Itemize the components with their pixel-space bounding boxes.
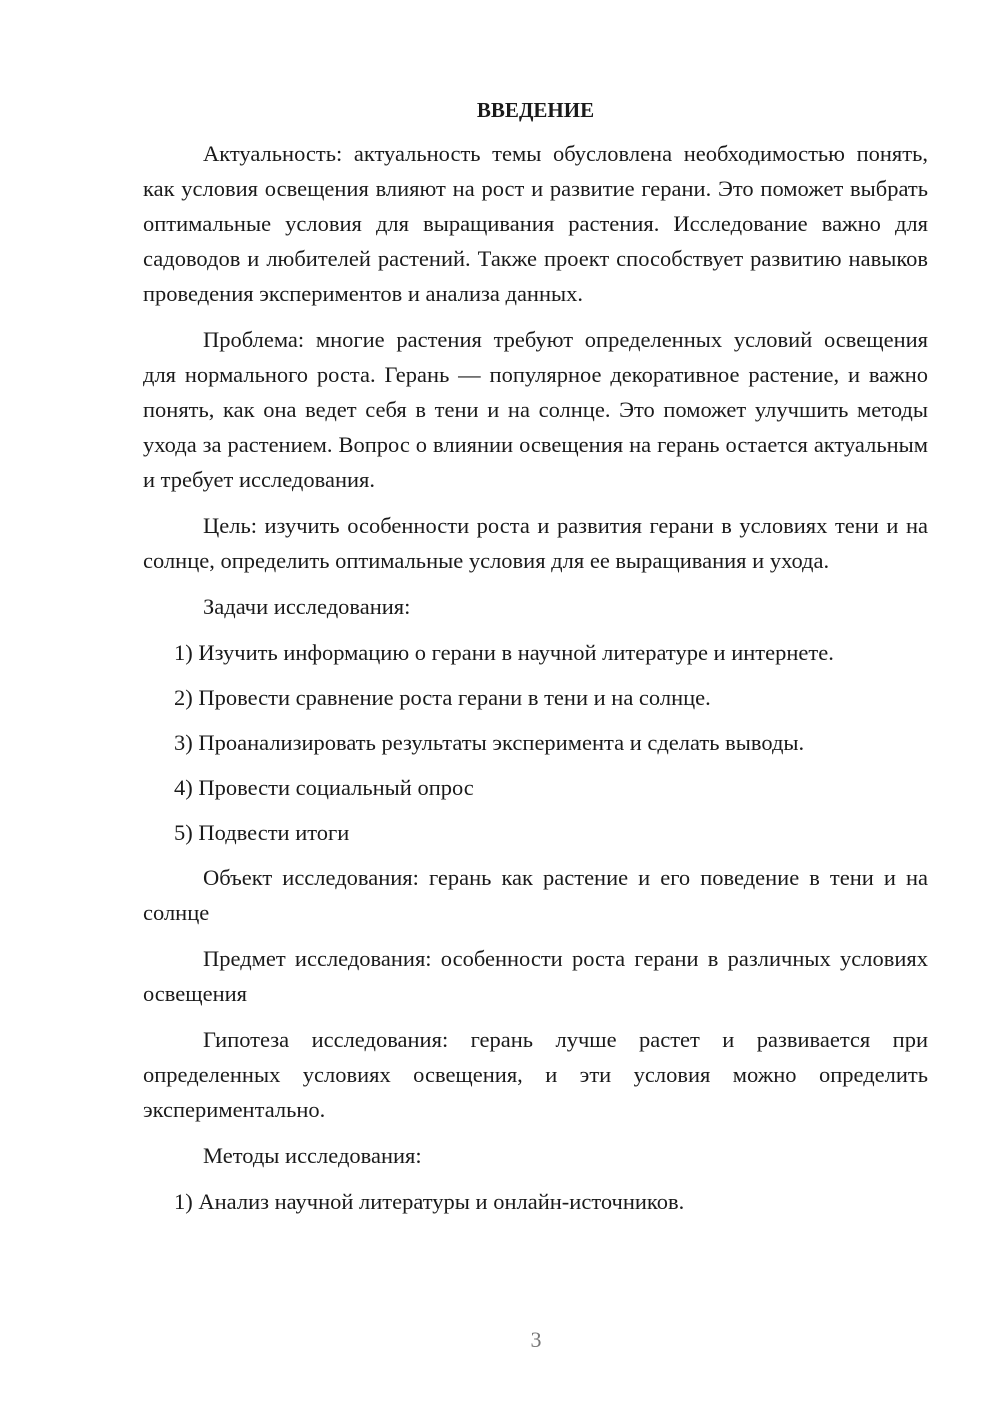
object-paragraph: Объект исследования: герань как растение и его поведение в тени и на солнце xyxy=(143,865,928,925)
subject-paragraph: Предмет исследования: особенности роста герани в различных условиях освещения xyxy=(143,946,928,1006)
list-item: 1) Анализ научной литературы и онлайн-источников. xyxy=(174,1189,685,1214)
goal-paragraph: Цель: изучить особенности роста и развития герани в условиях тени и на солнце, определить оптимальные условия для ее выращивания и ухода. xyxy=(143,513,928,573)
tasks-label: Задачи исследования: xyxy=(203,594,411,619)
list-item: 4) Провести социальный опрос xyxy=(174,775,474,800)
page-number: 3 xyxy=(530,1327,542,1352)
methods-label: Методы исследования: xyxy=(203,1143,422,1168)
methods-list xyxy=(143,1184,928,1219)
list-item: 1) Изучить информацию о герани в научной литературе и интернете. xyxy=(174,640,834,665)
relevance-paragraph: Актуальность: актуальность темы обусловлена необходимостью понять, как условия освещения влияют на рост и развитие герани. Это поможет выбрать оптимальные условия для выращивания растения. Исследование важно для садоводов и любителей растений. Также проект способствует развитию навыков проведения экспериментов и анализа данных. xyxy=(143,141,928,306)
section-title: ВВЕДЕНИЕ xyxy=(476,98,595,122)
tasks-list xyxy=(143,635,928,850)
problem-paragraph: Проблема: многие растения требуют определенных условий освещения для нормального роста. Герань — популярное декоративное растение, и важно понять, как она ведет себя в тени и на солнце. Это поможет улучшить методы ухода за растением. Вопрос о влиянии освещения на герань остается актуальным и требует исследования. xyxy=(143,327,928,492)
page-body xyxy=(143,93,928,1229)
list-item: 3) Проанализировать результаты эксперимента и сделать выводы. xyxy=(174,730,805,755)
hypothesis-paragraph: Гипотеза исследования: герань лучше растет и развивается при определенных условиях освещения, и эти условия можно определить экспериментально. xyxy=(143,1027,928,1122)
list-item: 5) Подвести итоги xyxy=(174,820,350,845)
list-item: 2) Провести сравнение роста герани в тени и на солнце. xyxy=(174,685,711,710)
